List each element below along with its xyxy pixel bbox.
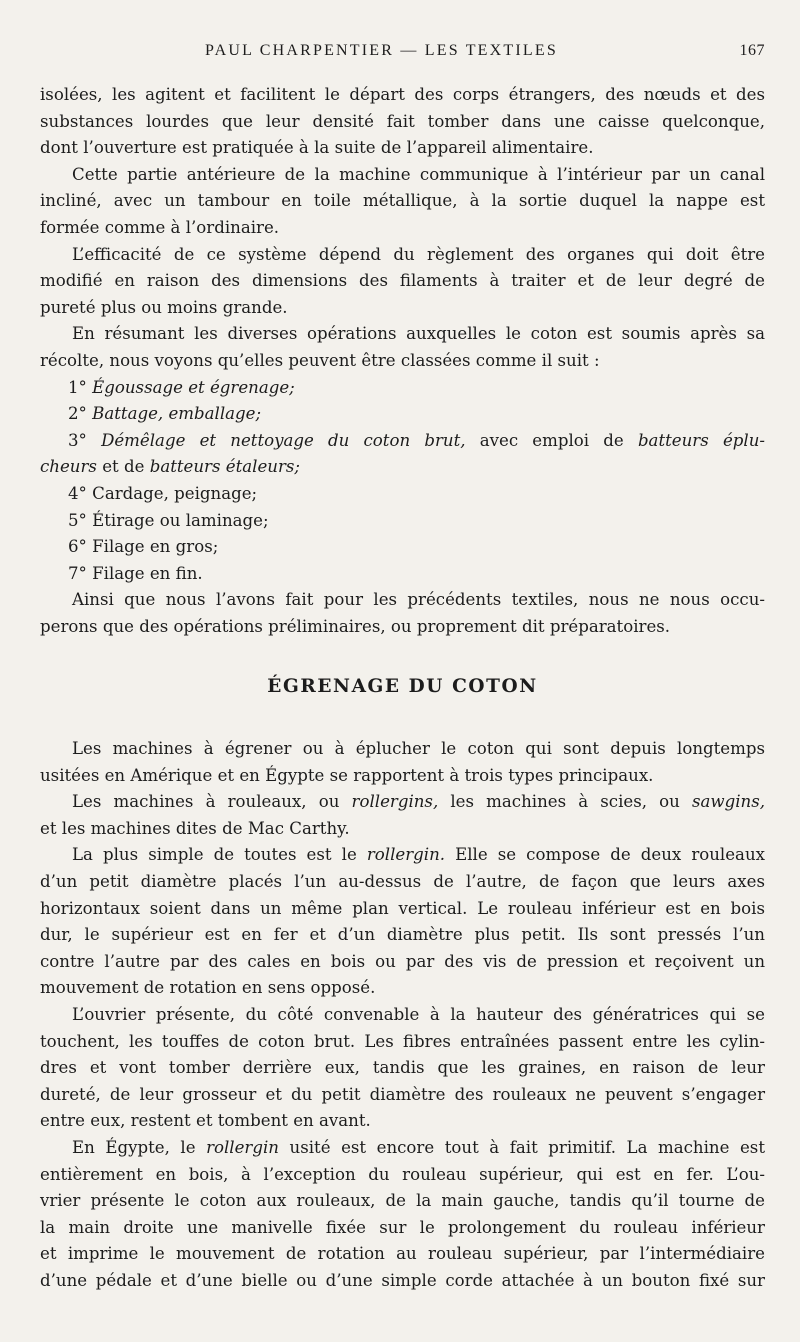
- list-item: 7° Filage en fin.: [68, 563, 203, 583]
- text-line: En Égypte, le rollergin usité est encore tout à fait primitif. La machine est: [72, 1137, 765, 1157]
- text-line: En résumant les diverses opérations auxquelles le coton est soumis après sa: [72, 324, 765, 344]
- text-line: mouvement de rotation en sens opposé.: [40, 978, 376, 998]
- text-line: La plus simple de toutes est le rollergin. Elle se compose de deux rouleaux: [72, 845, 765, 865]
- page-number: 167: [739, 42, 765, 59]
- list-item: 4° Cardage, peignage;: [68, 483, 258, 503]
- text-line: horizontaux soient dans un même plan vertical. Le rouleau inférieur est en bois: [40, 898, 765, 918]
- section-title: ÉGRENAGE DU COTON: [267, 676, 538, 697]
- conclusion-paragraph: [40, 587, 765, 640]
- list-item: 2° Battage, emballage;: [68, 404, 262, 424]
- text-line: contre l’autre par des cales en bois ou par des vis de pression et reçoivent un: [40, 951, 765, 971]
- text-line: dureté, de leur grosseur et du petit diamètre des rouleaux ne peuvent s’engager: [40, 1084, 765, 1104]
- text-line: récolte, nous voyons qu’elles peuvent être classées comme il suit :: [40, 350, 600, 370]
- text-line: pureté plus ou moins grande.: [40, 297, 288, 317]
- text-line: Les machines à égrener ou à éplucher le coton qui sont depuis longtemps: [72, 739, 765, 758]
- text-line: substances lourdes que leur densité fait tomber dans une caisse quelconque,: [40, 111, 765, 131]
- text-line: dres et vont tomber derrière eux, tandis que les graines, en raison de leur: [40, 1058, 765, 1078]
- running-title: PAUL CHARPENTIER — LES TEXTILES: [205, 42, 558, 59]
- running-head: [40, 42, 765, 68]
- text-line: la main droite une manivelle fixée sur le prolongement du rouleau inférieur: [40, 1217, 765, 1237]
- list-item: 5° Étirage ou laminage;: [68, 510, 269, 530]
- text-line: perons que des opérations préliminaires, ou proprement dit préparatoires.: [40, 616, 671, 636]
- text-line: d’un petit diamètre placés l’un au-dessus de l’autre, de façon que leurs axes: [40, 871, 765, 891]
- text-line: vrier présente le coton aux rouleaux, de la main gauche, tandis qu’il tourne de: [40, 1191, 765, 1211]
- text-line: L’efficacité de ce système dépend du règlement des organes qui doit être: [72, 244, 765, 264]
- list-item: 6° Filage en gros;: [68, 537, 219, 557]
- text-line: Ainsi que nous l’avons fait pour les précédents textiles, nous ne nous occu-: [72, 590, 765, 610]
- text-line: d’une pédale et d’une bielle ou d’une simple corde attachée à un bouton fixé sur: [40, 1270, 765, 1290]
- text-line: L’ouvrier présente, du côté convenable à la hauteur des génératrices qui se: [72, 1004, 765, 1024]
- text-line: entre eux, restent et tombent en avant.: [40, 1111, 371, 1131]
- text-line: dont l’ouverture est pratiquée à la suite de l’appareil alimentaire.: [40, 138, 594, 158]
- text-line: usitées en Amérique et en Égypte se rapportent à trois types principaux.: [40, 765, 654, 785]
- text-line: dur, le supérieur est en fer et d’un diamètre plus petit. Ils sont pressés l’un: [40, 925, 765, 945]
- text-line: formée comme à l’ordinaire.: [40, 217, 280, 237]
- list-item: 1° Égoussage et égrenage;: [68, 377, 295, 397]
- text-line: touchent, les touffes de coton brut. Les fibres entraînées passent entre les cylin-: [40, 1031, 765, 1051]
- text-line: et imprime le mouvement de rotation au rouleau supérieur, par l’intermédiaire: [40, 1244, 765, 1264]
- body-paragraphs: [40, 736, 765, 1294]
- text-line: modifié en raison des dimensions des filaments à traiter et de leur degré de: [40, 271, 765, 291]
- text-line: incliné, avec un tambour en toile métallique, à la sortie duquel la nappe est: [40, 191, 765, 211]
- text-line: et les machines dites de Mac Carthy.: [40, 818, 350, 838]
- operations-list: [40, 375, 765, 588]
- text-line: Cette partie antérieure de la machine communique à l’intérieur par un canal: [72, 164, 765, 184]
- list-item: 3° Démêlage et nettoyage du coton brut, avec emploi de batteurs éplu-: [68, 430, 765, 450]
- text-line: isolées, les agitent et facilitent le départ des corps étrangers, des nœuds et des: [40, 85, 765, 104]
- text-line: Les machines à rouleaux, ou rollergins, les machines à scies, ou sawgins,: [72, 792, 765, 812]
- list-item: cheurs et de batteurs étaleurs;: [40, 457, 301, 477]
- text-line: entièrement en bois, à l’exception du rouleau supérieur, qui est en fer. L’ou-: [40, 1164, 765, 1184]
- intro-paragraphs: [40, 82, 765, 375]
